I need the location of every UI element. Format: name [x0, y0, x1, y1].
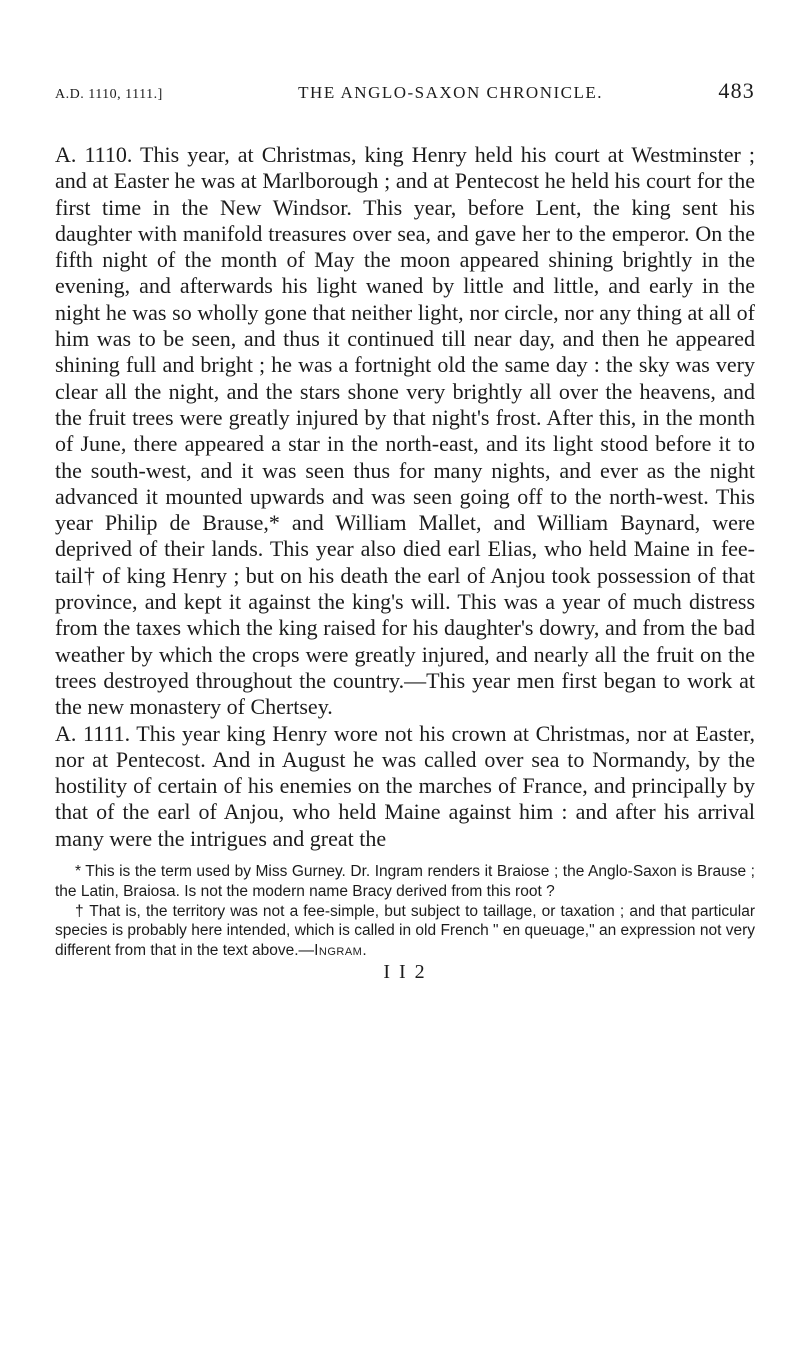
header-title: THE ANGLO-SAXON CHRONICLE. [298, 83, 604, 102]
footnote-2 [55, 902, 755, 961]
footnote-1: * This is the term used by Miss Gurney. Dr. Ingram renders it Braiose ; the Anglo-Saxon is Brause ; the Latin, Braiosa. Is not the modern name Bracy derived from this root ? [55, 863, 755, 900]
footnote-2-credit: Ingram. [314, 942, 368, 960]
body-text [55, 142, 755, 852]
footnote-2-text: † That is, the territory was not a fee-simple, but subject to taillage, or taxation ; and that particular species is probably here intended, which is called in old French " en queuage," an expression not very different from that in the text above.— [55, 902, 755, 960]
header-dates: A.D. 1110, 1111.] [55, 87, 163, 102]
page-number: 483 [718, 78, 755, 103]
entry-1110: A. 1110. This year, at Christmas, king Henry held his court at Westminster ; and at Easter he was at Marlborough ; and at Pentecost he held his court for the first time in the New Windsor. This year, before Lent, the king sent his daughter with manifold treasures over sea, and gave her to the emperor. On the fifth night of the month of May the moon appeared shining brightly in the evening, and afterwards his light waned by little and little, and early in the night he was so wholly gone that neither light, nor circle, nor any thing at all of him was to be seen, and thus it continued till near day, and then he appeared shining full and bright ; he was a fortnight old the same day : the sky was very clear all the night, and the stars shone very brightly all over the heavens, and the fruit trees were greatly injured by that night's frost. After this, in the month of June, there appeared a star in the north-east, and its light stood before it to the south-west, and it was seen thus for many nights, and ever as the night advanced it mounted upwards and was seen going off to the north-west. This year Philip de Brause,* and William Mallet, and William Baynard, were deprived of their lands. This year also died earl Elias, who held Maine in fee-tail† of king Henry ; but on his death the earl of Anjou took possession of that province, and kept it against the king's will. This was a year of much distress from the taxes which the king raised for his daughter's dowry, and from the bad weather by which the crops were greatly injured, and nearly all the fruit on the trees destroyed throughout the country.—This year men first began to work at the new monastery of Chertsey. [55, 142, 755, 720]
entry-1111: A. 1111. This year king Henry wore not his crown at Christmas, nor at Easter, nor at Pentecost. And in August he was called over sea to Normandy, by the hostility of certain of his enemies on the marches of France, and principally by that of the earl of Anjou, who held Maine against him : and after his arrival many were the intrigues and great the [55, 720, 755, 851]
book-page [55, 78, 755, 984]
footnotes [55, 862, 755, 961]
running-header [55, 78, 755, 104]
signature-mark: I I 2 [383, 961, 427, 983]
